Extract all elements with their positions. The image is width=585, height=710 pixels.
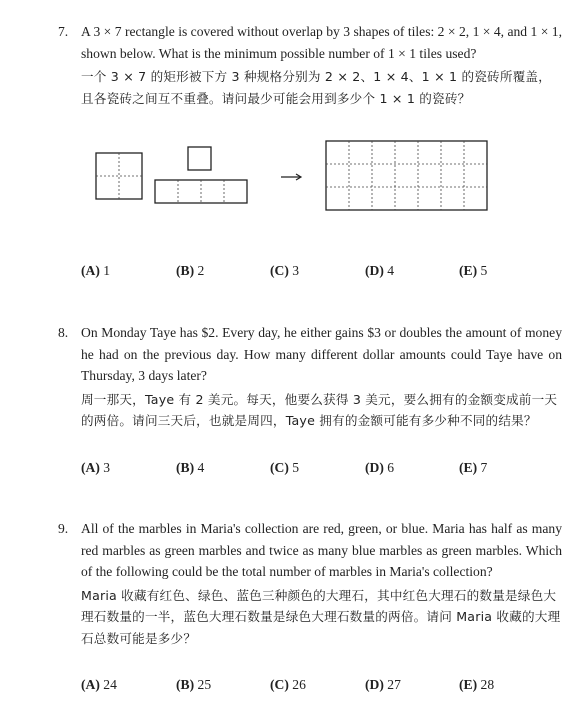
question-9-chinese: Maria 收藏有红色、绿色、蓝色三种颜色的大理石，其中红色大理石的数量是绿色大理石数量的一半，蓝色大理石数量是绿色大理石数量的两倍。请问 Maria 收藏的大理石总数可能是多少？ [81,587,561,646]
choice-e[interactable]: (E) 28 [459,677,495,692]
choice-c[interactable]: (C) 3 [270,263,300,278]
choice-a[interactable]: (A) 24 [81,677,117,692]
choice-b[interactable]: (B) 25 [176,677,212,692]
choice-d[interactable]: (D) 4 [365,263,395,278]
tile-2x2 [96,153,142,199]
choice-b[interactable]: (B) 4 [176,460,205,475]
question-number: 8. [58,325,69,340]
choice-b[interactable]: (B) 2 [176,263,205,278]
question-7-chinese: 一个 3 × 7 的矩形被下方 3 种规格分别为 2 × 2、1 × 4、1 × 1 的瓷砖所覆盖，且各瓷砖之间互不重叠。请问最少可能会用到多少个 1 × 1 的瓷砖？ [81,69,552,106]
choice-c[interactable]: (C) 26 [270,677,306,692]
choice-a[interactable]: (A) 1 [81,263,111,278]
question-9 [58,518,562,649]
choice-a[interactable]: (A) 3 [81,460,111,475]
question-9-text [58,518,562,583]
question-number: 9. [58,521,69,536]
arrow-icon [281,174,301,180]
question-number: 7. [58,24,69,39]
rectangle-3x7 [326,141,487,210]
question-8-chinese: 周一那天，Taye 有 2 美元。每天，他要么获得 3 美元，要么拥有的金额变成前一天的两倍。请问三天后，也就是周四，Taye 拥有的金额可能有多少种不同的结果？ [81,391,558,428]
choice-e[interactable]: (E) 5 [459,263,488,278]
choice-c[interactable]: (C) 5 [270,460,300,475]
question-9-english: All of the marbles in Maria's collection are red, green, or blue. Maria has half as many red marbles as green marbles and twice as many blue marbles as green marbles. Which of the following could be the total number of marbles in Maria's collection? [81,521,562,579]
question-8-english: On Monday Taye has $2. Every day, he either gains $3 or doubles the amount of money he had on the previous day. How many different dollar amounts could Taye have on Thursday, 3 days later? [81,325,562,383]
choice-d[interactable]: (D) 27 [365,677,401,692]
question-7-english: A 3 × 7 rectangle is covered without overlap by 3 shapes of tiles: 2 × 2, 1 × 4, and 1 × 1, shown below. What is the minimum possible number of 1 × 1 tiles used? [81,24,562,61]
question-8-text [58,322,562,387]
tile-1x4 [155,180,247,203]
tile-1x1 [188,147,211,170]
choice-d[interactable]: (D) 6 [365,460,395,475]
question-8 [58,322,562,432]
choice-e[interactable]: (E) 7 [459,460,488,475]
tiles-figure [0,0,585,240]
